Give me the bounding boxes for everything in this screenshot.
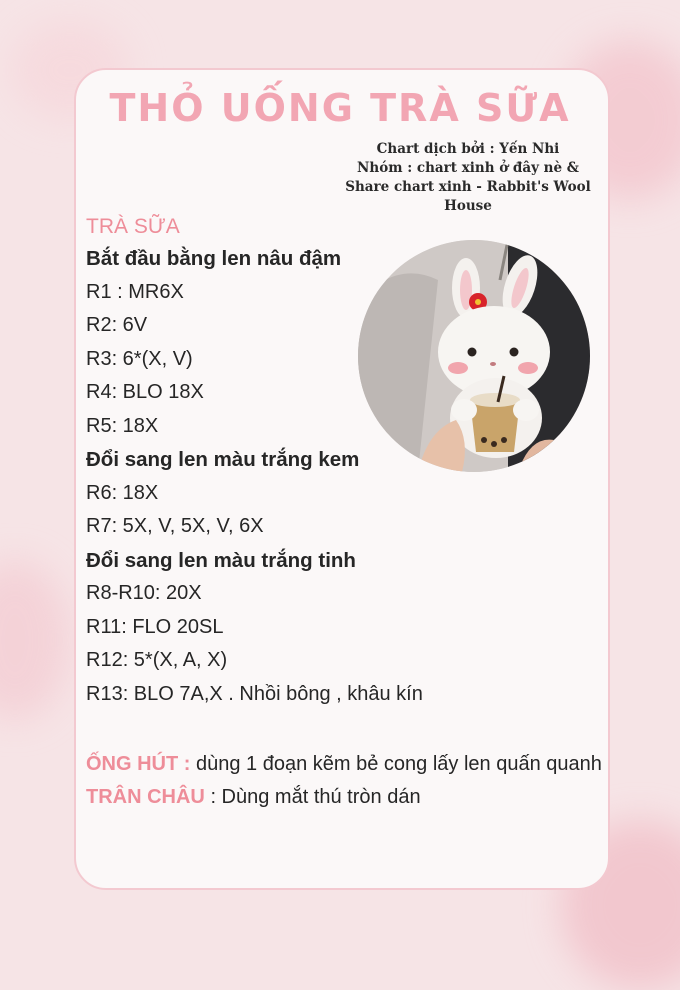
pattern-instructions — [86, 212, 423, 711]
pattern-row: R6: 18X — [86, 481, 159, 504]
straw-note — [86, 748, 606, 781]
page-title: THỎ UỐNG TRÀ SỮA — [109, 86, 571, 130]
straw-text: dùng 1 đoạn kẽm bẻ cong lấy len quấn quanh — [190, 753, 602, 775]
pearl-note — [86, 781, 606, 814]
background-blot — [0, 560, 70, 720]
pearl-label: TRÂN CHÂU — [86, 786, 205, 808]
credit-line: Nhóm : chart xinh ở đây nè & — [357, 160, 579, 176]
section-heading-milk-tea: TRÀ SỮA — [86, 215, 180, 238]
straw-label: ỐNG HÚT : — [86, 753, 191, 775]
credit-line: Share chart xinh - Rabbit's Wool — [345, 179, 591, 195]
credit-line: House — [444, 198, 492, 214]
pattern-row: R2: 6V — [86, 314, 148, 336]
pattern-row: R7: 5X, V, 5X, V, 6X — [86, 515, 264, 537]
pattern-row: R4: BLO 18X — [86, 381, 204, 403]
pattern-row: R8-R10: 20X — [86, 582, 202, 604]
credit-line: Chart dịch bởi : Yến Nhi — [376, 141, 560, 157]
pattern-row: R1 : MR6X — [86, 280, 184, 303]
step-heading: Đổi sang len màu trắng kem — [86, 448, 360, 471]
pattern-row: R13: BLO 7A,X . Nhồi bông , khâu kín — [86, 682, 423, 705]
pattern-row: R3: 6*(X, V) — [86, 347, 193, 370]
pattern-row: R5: 18X — [86, 414, 159, 437]
step-heading: Đổi sang len màu trắng tinh — [86, 548, 356, 572]
translation-credit — [318, 140, 618, 216]
pearl-text: : Dùng mắt thú tròn dán — [204, 786, 421, 808]
step-heading: Bắt đầu bằng len nâu đậm — [86, 247, 342, 270]
extra-notes — [86, 748, 606, 814]
pattern-row: R12: 5*(X, A, X) — [86, 649, 228, 671]
pattern-row: R11: FLO 20SL — [86, 615, 224, 638]
